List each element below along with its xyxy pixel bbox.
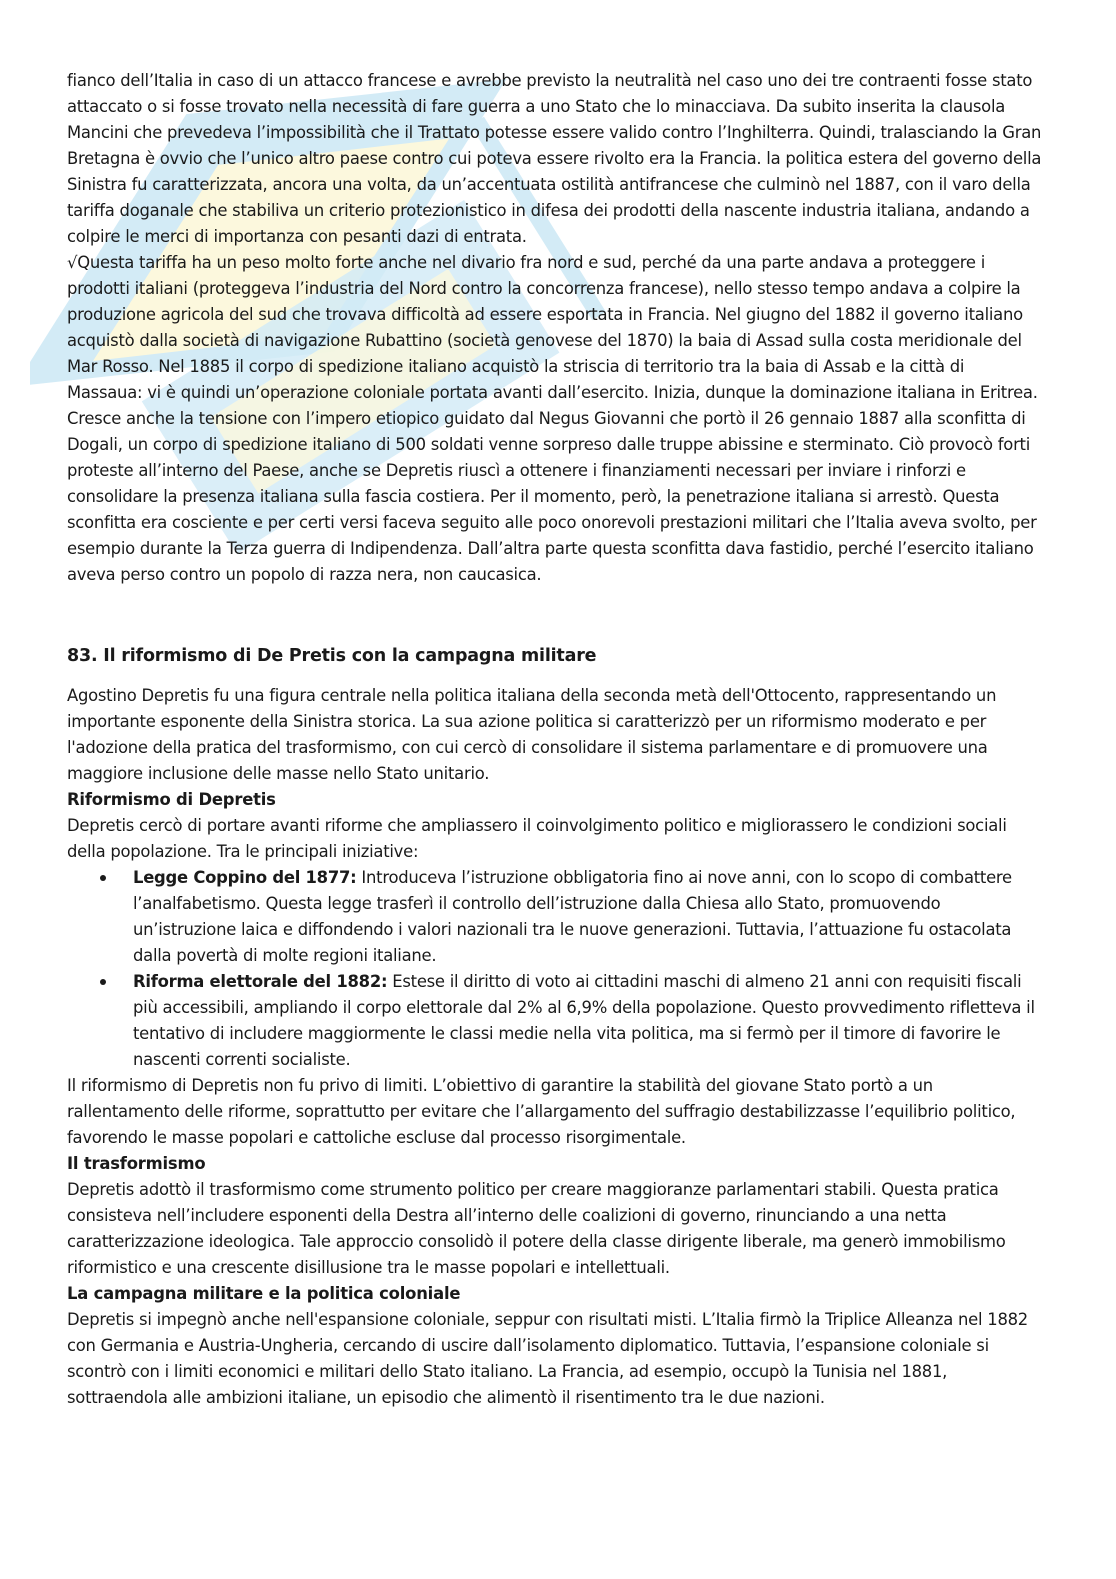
list-item-title: Legge Coppino del 1877: xyxy=(133,868,357,887)
list-item-title: Riforma elettorale del 1882: xyxy=(133,972,388,991)
paragraph-triple-alliance: fianco dell’Italia in caso di un attacco francese e avrebbe previsto la neutralità nel caso uno dei tre contraenti fosse stato attaccato o si fosse trovato nella necessità di fare guerra a uno Stato che lo minacciava. Da subito inserita la clausola Mancini che prevedeva l’impossibilità che il Trattato potesse essere valido contro l’Inghilterra. Quindi, tralasciando la Gran Bretagna è ovvio che l’unico altro paese contro cui poteva essere rivolto era la Francia. la politica estera del governo della Sinistra fu caratterizzata, ancora una volta, da un’accentuata ostilità antifrancese che culminò nel 1887, con il varo della tariffa doganale che stabiliva un criterio protezionistico in difesa dei prodotti della nascente industria italiana, andando a colpire le merci di importanza con pesanti dazi di entrata. xyxy=(67,71,1042,246)
list-item-text: Introduceva l’istruzione obbligatoria fino ai nove anni, con lo scopo di combattere l’analfabetismo. Questa legge trasferì il controllo dell’istruzione dalla Chiesa allo Stato, promuovendo un’istruzione laica e diffondendo i valori nazionali tra le nuove generazioni. Tuttavia, l’attuazione fu ostacolata dalla povertà di molte regioni italiane. xyxy=(133,868,1012,965)
reform-list xyxy=(67,865,1043,1073)
paragraph-intro: Agostino Depretis fu una figura centrale nella politica italiana della seconda metà dell'Ottocento, rappresentando un importante esponente della Sinistra storica. La sua azione politica si caratterizzò per un riformismo moderato e per l'adozione della pratica del trasformismo, con cui cercò di consolidare il sistema parlamentare e di promuovere una maggiore inclusione delle masse nello Stato unitario. xyxy=(67,686,997,783)
list-item xyxy=(133,865,1043,969)
paragraph-campagna: Depretis si impegnò anche nell'espansione coloniale, seppur con risultati misti. L’Italia firmò la Triplice Alleanza nel 1882 con Germania e Austria-Ungheria, cercando di uscire dall’isolamento diplomatico. Tuttavia, l’espansione coloniale si scontrò con i limiti economici e militari dello Stato italiano. La Francia, ad esempio, occupò la Tunisia nel 1881, sottraendola alle ambizioni italiane, un episodio che alimentò il risentimento tra le due nazioni. xyxy=(67,1310,1028,1407)
paragraph-riformismo: Depretis cercò di portare avanti riforme che ampliassero il coinvolgimento politico e migliorassero le condizioni sociali della popolazione. Tra le principali iniziative: xyxy=(67,816,1007,861)
list-item-text: Estese il diritto di voto ai cittadini maschi di almeno 21 anni con requisiti fiscali più accessibili, ampliando il corpo elettorale dal 2% al 6,9% della popolazione. Questo provvedimento rifletteva il tentativo di includere maggiormente le classi medie nella vita politica, ma si fermò per il timore di favorire le nascenti correnti socialiste. xyxy=(133,972,1035,1069)
paragraph-trasformismo: Depretis adottò il trasformismo come strumento politico per creare maggioranze parlamentari stabili. Questa pratica consisteva nell’includere esponenti della Destra all’interno delle coalizioni di governo, rinunciando a una netta caratterizzazione ideologica. Tale approccio consolidò il potere della classe dirigente liberale, ma generò immobilismo riformistico e una crescente disillusione tra le masse popolari e intellettuali. xyxy=(67,1180,1006,1277)
list-item xyxy=(133,969,1043,1073)
paragraph-limits: Il riformismo di Depretis non fu privo di limiti. L’obiettivo di garantire la stabilità del giovane Stato portò a un rallentamento delle riforme, soprattutto per evitare che l’allargamento del suffragio destabilizzasse l’equilibrio politico, favorendo le masse popolari e cattoliche escluse dal processo risorgimentale. xyxy=(67,1076,1016,1147)
document-page xyxy=(67,68,1043,1411)
paragraph-tariff: √Questa tariffa ha un peso molto forte anche nel divario fra nord e sud, perché da una parte andava a proteggere i prodotti italiani (proteggeva l’industria del Nord contro la concorrenza francese), nello stesso tempo andava a colpire la produzione agricola del sud che trovava difficoltà ad essere esportata in Francia. Nel giugno del 1882 il governo italiano acquistò dalla società di navigazione Rubattino (società genovese del 1870) la baia di Assad sulla costa meridionale del Mar Rosso. Nel 1885 il corpo di spedizione italiano acquistò la striscia di territorio tra la baia di Assab e la città di Massaua: vi è quindi un’operazione coloniale portata avanti dall’esercito. Inizia, dunque la dominazione italiana in Eritrea. Cresce anche la tensione con l’impero etiopico guidato dal Negus Giovanni che portò il 26 gennaio 1887 alla sconfitta di Dogali, un corpo di spedizione italiano di 500 soldati venne sorpreso dalle truppe abissine e sterminato. Ciò provocò forti proteste all’interno del Paese, anche se Depretis riuscì a ottenere i finanziamenti necessari per inviare i rinforzi e consolidare la presenza italiana sulla fascia costiera. Per il momento, però, la penetrazione italiana si arrestò. Questa sconfitta era cosciente e per certi versi faceva seguito alle poco onorevoli prestazioni militari che l’Italia aveva svolto, per esempio durante la Terza guerra di Indipendenza. Dall’altra parte questa sconfitta dava fastidio, perché l’esercito italiano aveva perso contro un popolo di razza nera, non caucasica. xyxy=(67,253,1038,584)
subheading-campagna: La campagna militare e la politica coloniale xyxy=(67,1284,461,1303)
section-heading: 83. Il riformismo di De Pretis con la campagna militare xyxy=(67,646,597,666)
subheading-riformismo: Riformismo di Depretis xyxy=(67,790,276,809)
subheading-trasformismo: Il trasformismo xyxy=(67,1154,206,1173)
bullet-icon xyxy=(100,979,106,985)
bullet-icon xyxy=(100,875,106,881)
